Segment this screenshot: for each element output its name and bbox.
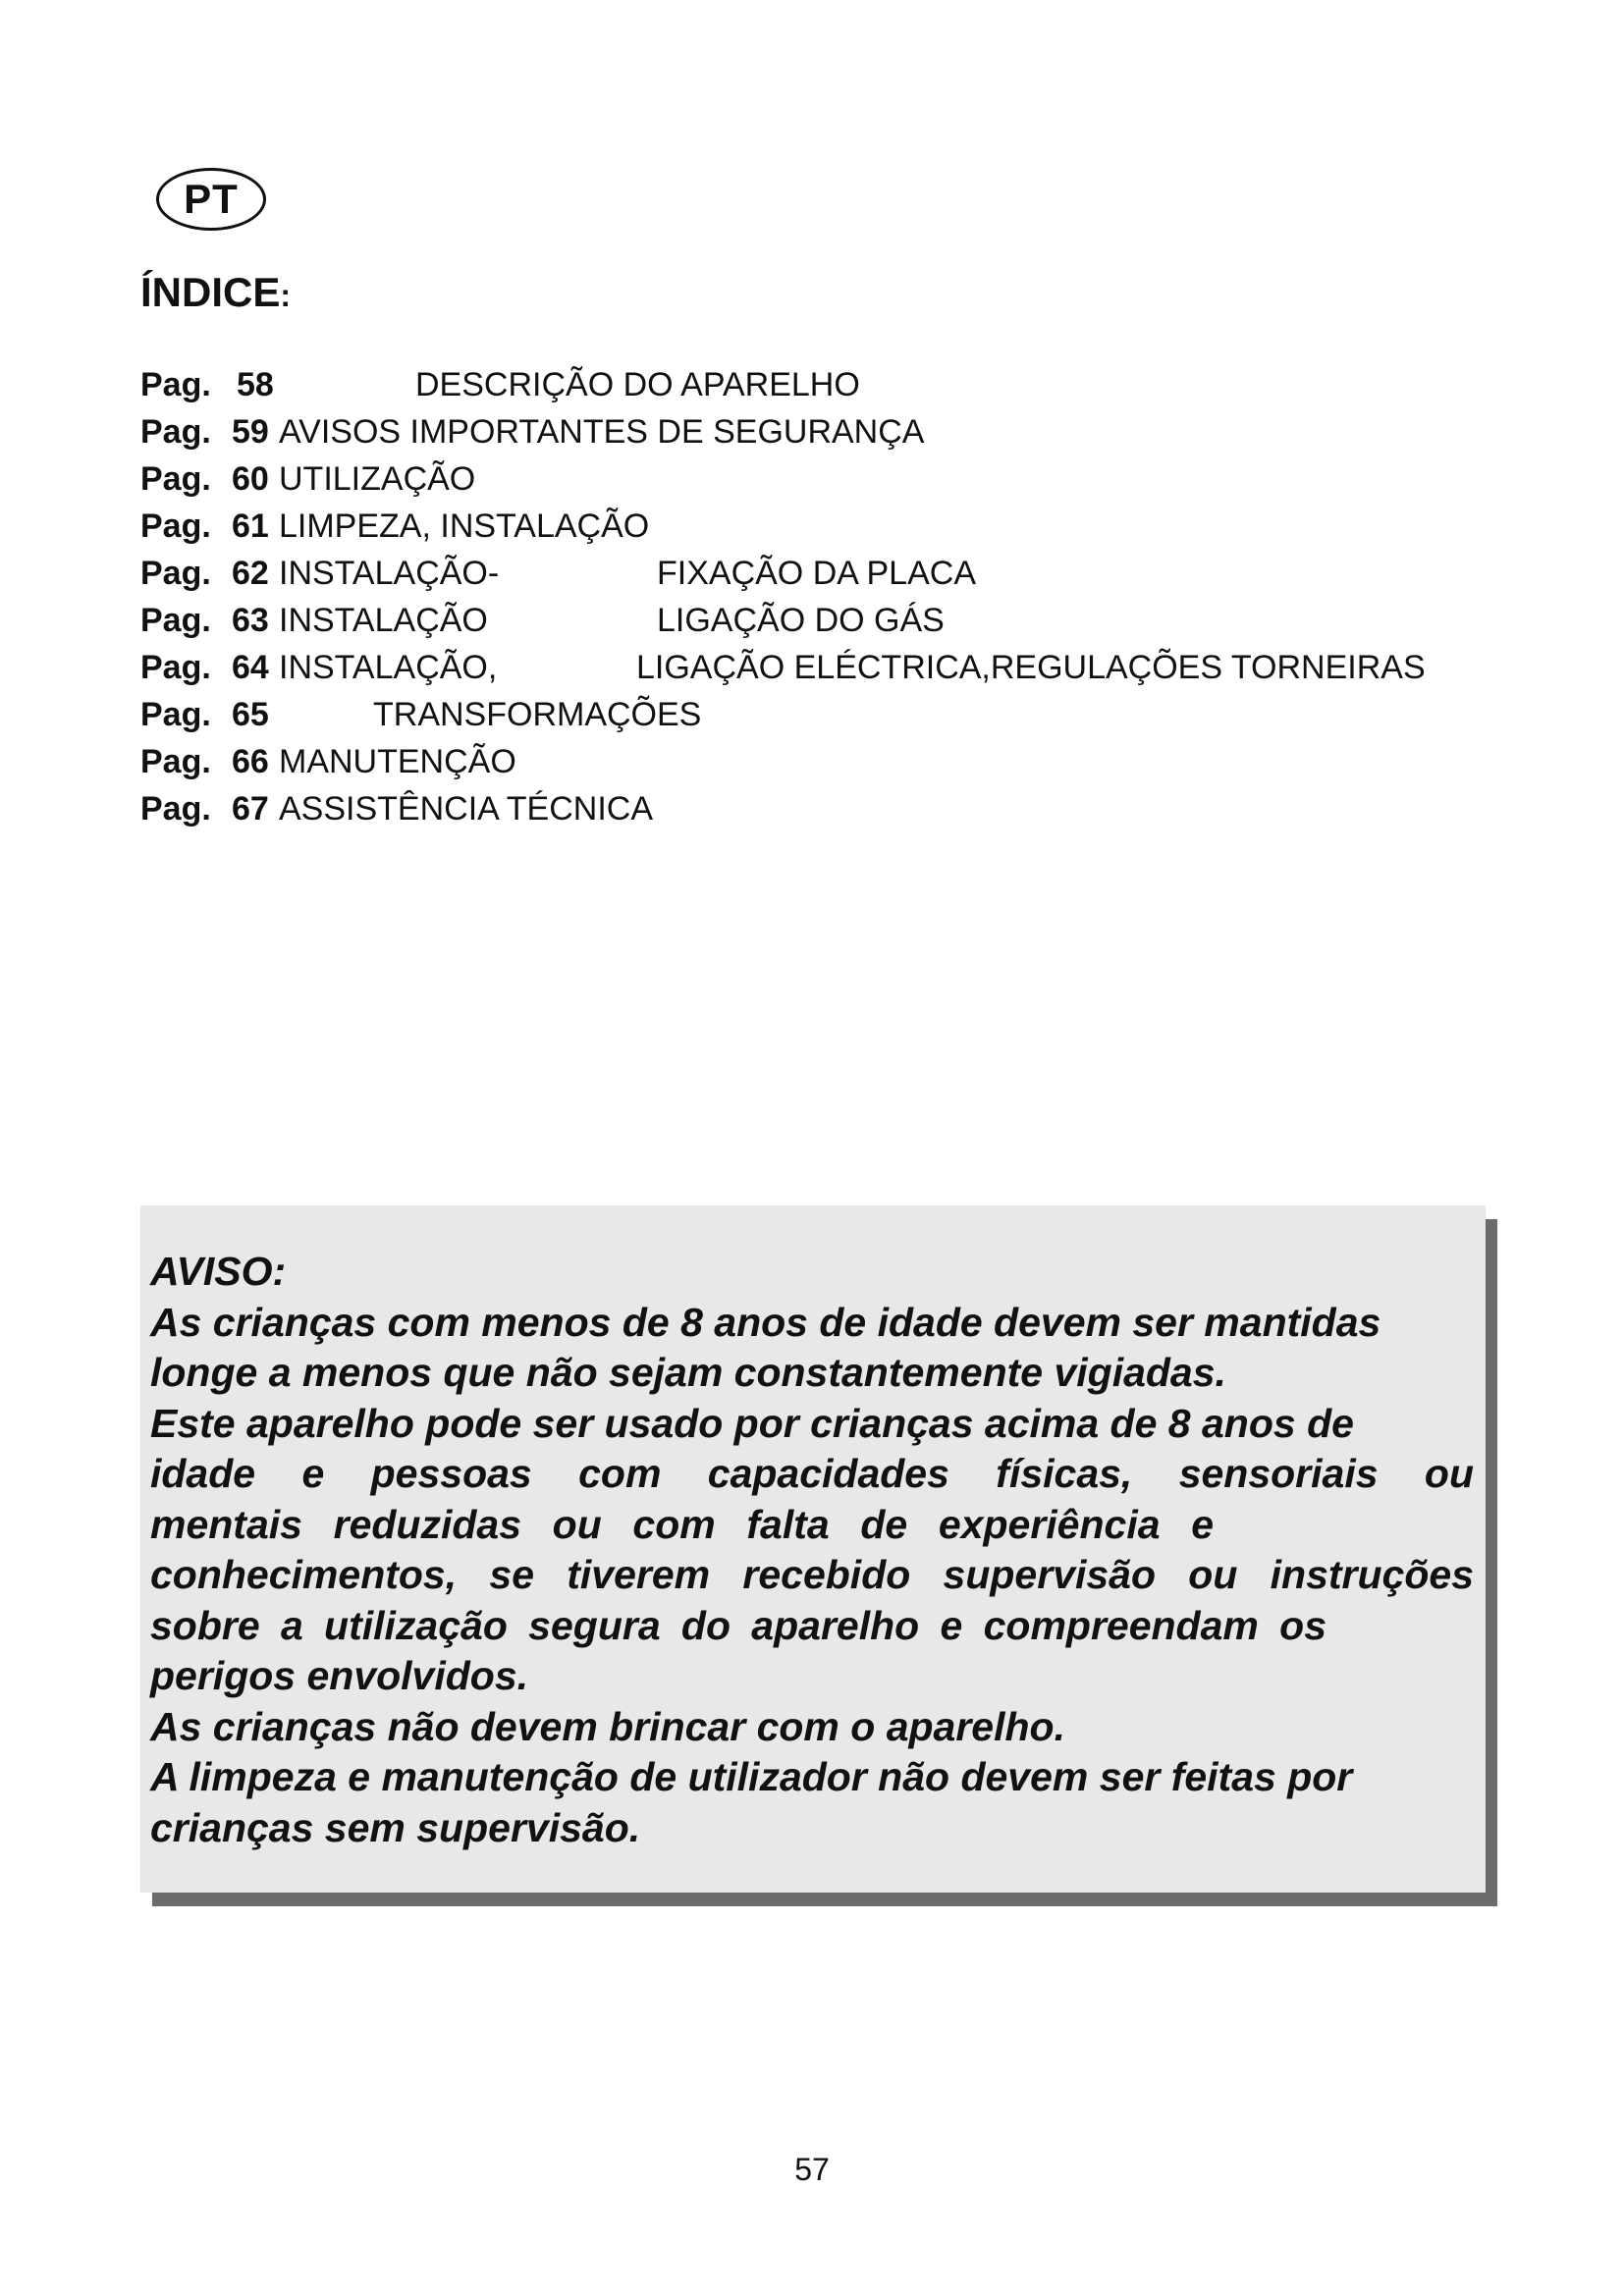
toc-pag-label: Pag. [140,460,211,498]
toc-pag-label: Pag. [140,602,211,639]
table-of-contents [140,361,1515,832]
toc-entry-text: INSTALAÇÃO, [279,649,498,686]
toc-entry-text: INSTALAÇÃO- [279,555,500,592]
toc-page-number: 66 [232,743,269,780]
warning-line: Este aparelho pode ser usado por crianças acima de 8 anos de [150,1400,1354,1446]
toc-entry-text: ASSISTÊNCIA TÉCNICA [279,790,654,828]
toc-row [140,550,1515,597]
toc-entry-subtext: FIXAÇÃO DA PLACA [657,555,976,592]
warning-line: conhecimentos, se tiverem recebido supervisão ou instruções [150,1552,1474,1597]
toc-row [140,455,1515,503]
toc-row [140,597,1515,644]
warning-line: As crianças com menos de 8 anos de idade devem ser mantidas [150,1299,1381,1345]
toc-row [140,691,1515,738]
toc-pag-label: Pag. [140,649,211,686]
toc-pag-label: Pag. [140,366,211,403]
warning-box [140,1205,1486,1893]
warning-line: perigos envolvidos. [150,1653,529,1698]
toc-page-number: 67 [232,790,269,828]
toc-row [140,738,1515,785]
language-badge-pt: PT [156,168,266,231]
toc-page-number: 65 [232,696,269,733]
toc-page-number: 61 [232,507,269,545]
warning-line: sobre a utilização segura do aparelho e compreendam os [150,1602,1326,1648]
title-colon: : [280,278,292,313]
toc-page-number: 60 [232,460,269,498]
toc-page-number: 62 [232,555,269,592]
page-number: 57 [794,2152,830,2187]
toc-entry-text: INSTALAÇÃO [279,602,488,639]
title-text: ÍNDICE [140,269,281,315]
toc-entry-text: TRANSFORMAÇÕES [373,696,702,733]
warning-line: idade e pessoas com capacidades físicas, sensoriais ou [150,1451,1474,1496]
warning-line: A limpeza e manutenção de utilizador não devem ser feitas por [150,1754,1353,1799]
toc-page-number: 59 [232,413,269,451]
warning-line: longe a menos que não sejam constantemente vigiadas. [150,1350,1226,1395]
toc-pag-label: Pag. [140,696,211,733]
toc-row [140,503,1515,550]
toc-pag-label: Pag. [140,743,211,780]
warning-line: As crianças não devem brincar com o aparelho. [150,1703,1065,1749]
toc-entry-text: MANUTENÇÃO [279,743,516,780]
toc-row [140,361,1515,408]
toc-pag-label: Pag. [140,507,211,545]
toc-page-number: 58 [237,366,274,403]
warning-line: crianças sem supervisão. [150,1804,641,1850]
toc-pag-label: Pag. [140,413,211,451]
toc-entry-subtext: LIGAÇÃO ELÉCTRICA,REGULAÇÕES TORNEIRAS [636,649,1426,686]
toc-entry-subtext: LIGAÇÃO DO GÁS [657,602,945,639]
warning-heading: AVISO: [150,1249,287,1294]
warning-line: mentais reduzidas ou com falta de experiência e [150,1501,1214,1547]
toc-pag-label: Pag. [140,790,211,828]
toc-row [140,408,1515,455]
toc-entry-text: DESCRIÇÃO DO APARELHO [415,366,860,403]
toc-entry-text: AVISOS IMPORTANTES DE SEGURANÇA [279,413,925,451]
toc-entry-text: LIMPEZA, INSTALAÇÃO [279,507,650,545]
page-title [140,263,291,325]
toc-entry-text: UTILIZAÇÃO [279,460,476,498]
toc-row [140,785,1515,832]
toc-page-number: 63 [232,602,269,639]
toc-pag-label: Pag. [140,555,211,592]
toc-page-number: 64 [232,649,269,686]
toc-row [140,644,1515,691]
